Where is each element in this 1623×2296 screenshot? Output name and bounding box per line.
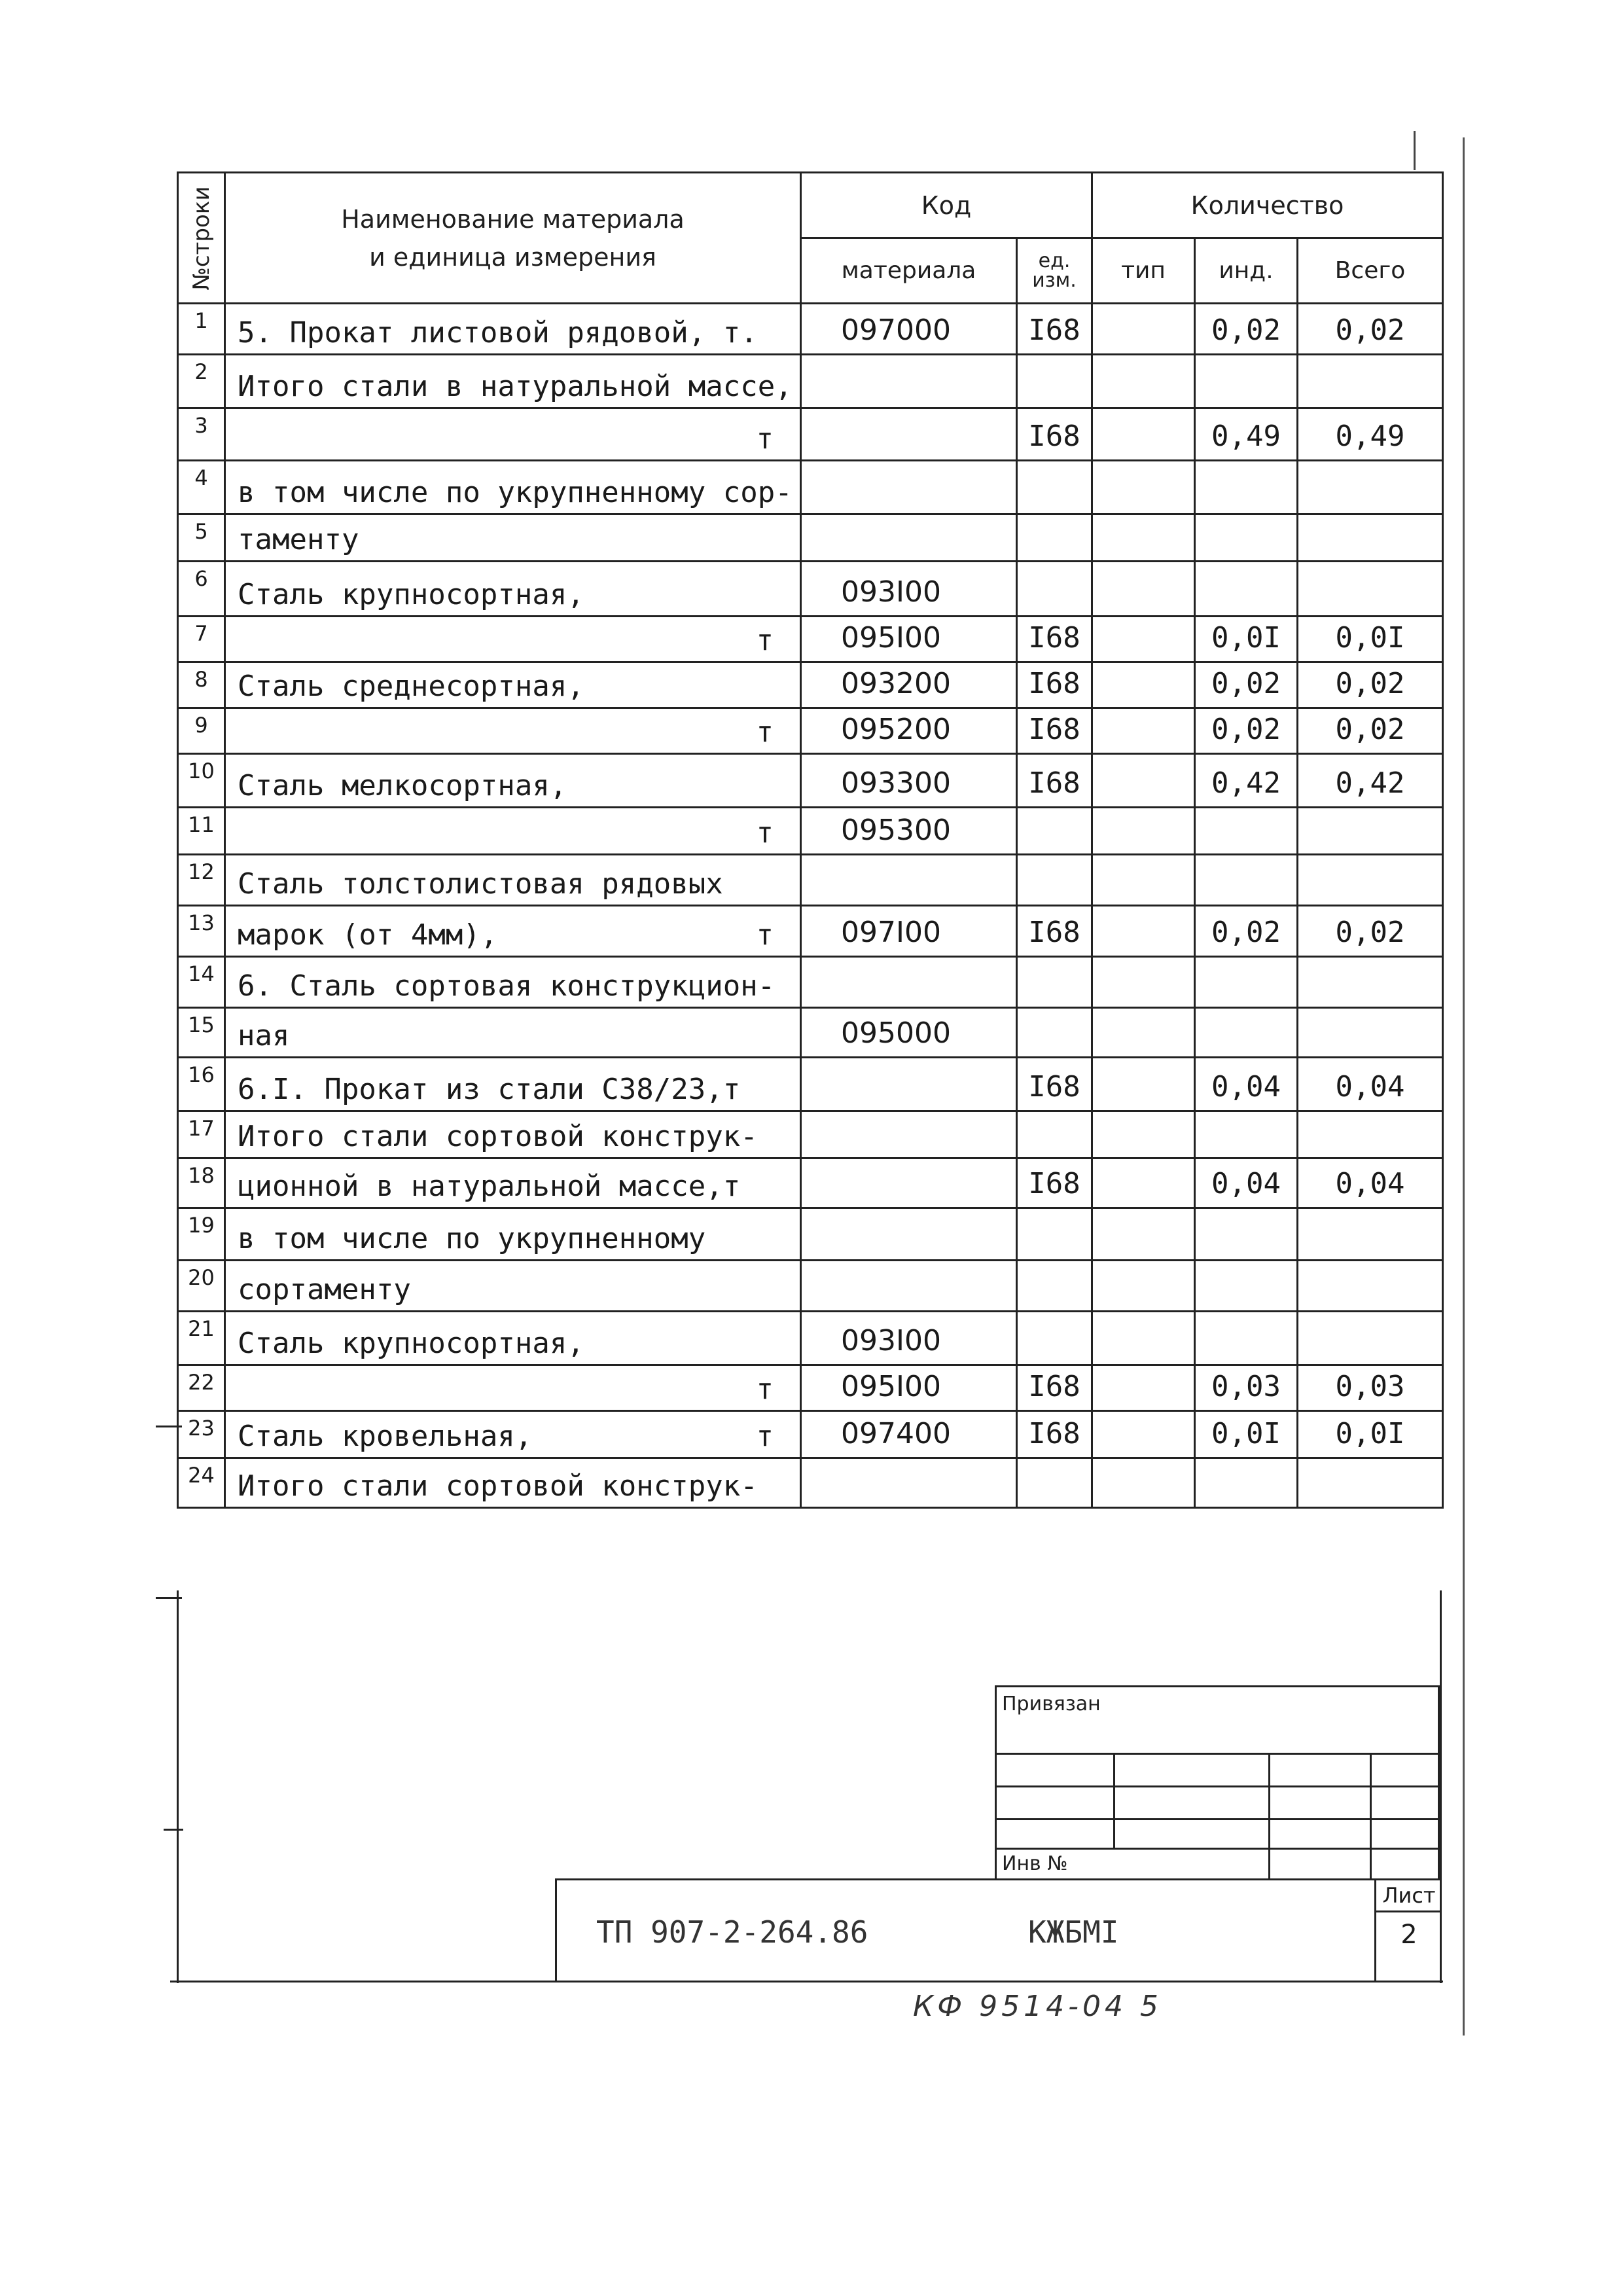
ind-value [1195,514,1298,562]
material-name [225,1111,801,1158]
material-code-header: материала [801,238,1017,304]
type-value [1092,304,1195,355]
row-number: 22 [178,1365,225,1411]
material-code: 095I00 [801,1365,1017,1411]
material-name-text: Итого стали в натуральной массе, [238,370,793,403]
unit-code [1017,808,1092,855]
row-number: 2 [178,355,225,408]
unit-code: I68 [1017,1058,1092,1111]
material-name-text: Сталь толстолистовая рядовых [238,867,723,901]
ind-value: 0,04 [1195,1158,1298,1208]
corner-mark [1414,131,1416,170]
material-name [225,957,801,1008]
stamp-divider [1113,1753,1115,1848]
total-value: 0,0I [1298,617,1443,662]
material-name [225,355,801,408]
material-name [225,1411,801,1458]
total-value: 0,02 [1298,708,1443,754]
material-name-text: Итого стали сортовой конструк- [238,1120,758,1153]
unit-code [1017,855,1092,906]
row-number: 9 [178,708,225,754]
material-name-text: 5. Прокат листовой рядовой, т. [238,316,758,350]
ind-value: 0,02 [1195,304,1298,355]
table-row [178,754,1443,808]
ind-value [1195,355,1298,408]
total-value [1298,461,1443,514]
material-code: 093300 [801,754,1017,808]
ind-value: 0,0I [1195,617,1298,662]
row-number-header: №строки [178,173,225,304]
material-code [801,957,1017,1008]
row-number: 19 [178,1208,225,1261]
total-value [1298,514,1443,562]
ind-value [1195,957,1298,1008]
material-name [225,855,801,906]
row-number: 21 [178,1312,225,1365]
archive-number: КФ 9514-04 5 [913,1990,1162,2023]
unit-text: т [756,422,774,456]
material-code [801,1458,1017,1508]
type-value [1092,1058,1195,1111]
material-code: 095I00 [801,617,1017,662]
total-value [1298,1458,1443,1508]
material-name-header-line1: Наименование материала [341,204,685,234]
total-value: 0,02 [1298,662,1443,708]
material-name [225,304,801,355]
table-row [178,408,1443,461]
material-name [225,1261,801,1312]
unit-code: I68 [1017,708,1092,754]
ind-value [1195,1458,1298,1508]
ind-value: 0,42 [1195,754,1298,808]
row-number: 13 [178,906,225,957]
stamp-line [997,1753,1442,1755]
table-row [178,906,1443,957]
material-name [225,1208,801,1261]
material-name-text: Сталь крупносортная, [238,1327,584,1360]
total-value: 0,02 [1298,906,1443,957]
document-designation: ТП 907-2-264.86 [596,1914,868,1950]
material-name [225,1365,801,1411]
unit-text: т [756,1372,774,1406]
ind-value [1195,1261,1298,1312]
row-number: 16 [178,1058,225,1111]
material-code: 093200 [801,662,1017,708]
quantity-header: Количество [1092,173,1443,238]
unit-header [1017,238,1092,304]
material-name [225,1312,801,1365]
table-row [178,1365,1443,1411]
total-value [1298,855,1443,906]
total-value [1298,1312,1443,1365]
type-value [1092,461,1195,514]
ind-value: 0,02 [1195,906,1298,957]
material-name [225,754,801,808]
ind-value [1195,562,1298,617]
row-number: 18 [178,1158,225,1208]
ind-value: 0,49 [1195,408,1298,461]
ind-value [1195,855,1298,906]
material-code [801,1058,1017,1111]
unit-code [1017,1312,1092,1365]
material-name-text: сортаменту [238,1273,411,1306]
material-code [801,408,1017,461]
material-name [225,1058,801,1111]
type-value [1092,754,1195,808]
type-value [1092,1208,1195,1261]
material-code [801,355,1017,408]
material-name [225,617,801,662]
unit-code [1017,355,1092,408]
unit-header-line1: ед. [1038,249,1071,272]
unit-code [1017,562,1092,617]
material-code [801,514,1017,562]
total-value: 0,49 [1298,408,1443,461]
material-name-text: таменту [238,523,359,556]
ind-value [1195,1111,1298,1158]
material-code: 097000 [801,304,1017,355]
material-name [225,906,801,957]
unit-code: I68 [1017,662,1092,708]
table-row [178,514,1443,562]
ind-value: 0,02 [1195,708,1298,754]
total-header: Всего [1298,238,1443,304]
table-row [178,1008,1443,1058]
unit-code: I68 [1017,1158,1092,1208]
unit-text: т [756,715,774,749]
stamp-line [997,1785,1442,1787]
material-name [225,1158,801,1208]
stamp-line [997,1848,1442,1850]
unit-code: I68 [1017,1411,1092,1458]
material-name-text: ционной в натуральной массе,т [238,1170,741,1203]
attached-label: Привязан [1002,1693,1101,1715]
row-number: 8 [178,662,225,708]
total-value [1298,355,1443,408]
ind-value: 0,0I [1195,1411,1298,1458]
total-value [1298,1111,1443,1158]
material-name [225,808,801,855]
material-name-text: Сталь кровельная, [238,1420,533,1453]
material-code [801,1111,1017,1158]
type-value [1092,1158,1195,1208]
type-value [1092,514,1195,562]
material-code: 095300 [801,808,1017,855]
table-row [178,957,1443,1008]
ind-value [1195,1008,1298,1058]
row-number: 6 [178,562,225,617]
material-code: 097I00 [801,906,1017,957]
binding-line [1463,137,1465,2036]
unit-code [1017,957,1092,1008]
row-number: 15 [178,1008,225,1058]
type-value [1092,408,1195,461]
unit-text: т [756,624,774,657]
sheet-label: Лист [1376,1880,1442,1912]
total-value [1298,1261,1443,1312]
material-name-text: ная [238,1019,290,1052]
type-value [1092,906,1195,957]
material-name-text: Итого стали сортовой конструк- [238,1469,758,1503]
type-value [1092,855,1195,906]
inv-no-label: Инв № [1002,1852,1068,1875]
unit-code [1017,1458,1092,1508]
unit-code: I68 [1017,617,1092,662]
unit-text: т [756,1420,774,1453]
total-value [1298,1208,1443,1261]
row-number: 17 [178,1111,225,1158]
total-value [1298,808,1443,855]
material-name-header [225,173,801,304]
title-block [555,1878,1442,1982]
material-code: 097400 [801,1411,1017,1458]
table-row [178,355,1443,408]
material-name [225,408,801,461]
table-row [178,304,1443,355]
material-code: 095000 [801,1008,1017,1058]
type-value [1092,808,1195,855]
unit-code [1017,514,1092,562]
table-row [178,461,1443,514]
stamp-divider [1370,1753,1372,1880]
material-name-header-line2: и единица измерения [369,242,656,272]
material-code [801,461,1017,514]
unit-code [1017,461,1092,514]
material-name [225,461,801,514]
material-name-text: Сталь крупносортная, [238,578,584,611]
material-code: 095200 [801,708,1017,754]
material-name [225,662,801,708]
total-value: 0,02 [1298,304,1443,355]
table-row [178,708,1443,754]
row-number: 24 [178,1458,225,1508]
sheet-number: 2 [1400,1920,1418,1950]
total-value [1298,957,1443,1008]
table-row [178,1158,1443,1208]
unit-code: I68 [1017,1365,1092,1411]
row-number: 23 [178,1411,225,1458]
unit-code [1017,1208,1092,1261]
table-row [178,855,1443,906]
total-value [1298,1008,1443,1058]
row-number: 10 [178,754,225,808]
table-row [178,1411,1443,1458]
table-row [178,1261,1443,1312]
type-value [1092,662,1195,708]
table-row [178,1312,1443,1365]
table-row [178,1458,1443,1508]
type-value [1092,1411,1195,1458]
type-value [1092,957,1195,1008]
stamp-line [997,1818,1442,1820]
ind-header: инд. [1195,238,1298,304]
code-header: Код [801,173,1092,238]
material-code: 093I00 [801,1312,1017,1365]
margin-tick [156,1426,182,1427]
total-value: 0,03 [1298,1365,1443,1411]
total-value: 0,04 [1298,1058,1443,1111]
material-code [801,1158,1017,1208]
row-number: 14 [178,957,225,1008]
total-value [1298,562,1443,617]
material-name-text: в том числе по укрупненному сор- [238,476,793,509]
table-row [178,662,1443,708]
sheet-box [1374,1880,1442,1982]
unit-code [1017,1008,1092,1058]
material-code [801,1261,1017,1312]
ind-value: 0,04 [1195,1058,1298,1111]
total-value: 0,42 [1298,754,1443,808]
ind-value: 0,02 [1195,662,1298,708]
material-name-text: Сталь мелкосортная, [238,769,567,802]
row-number: 20 [178,1261,225,1312]
row-number: 5 [178,514,225,562]
row-number: 11 [178,808,225,855]
type-value [1092,708,1195,754]
stamp-divider [1268,1753,1270,1880]
unit-text: т [756,816,774,850]
table-row [178,1111,1443,1158]
unit-text: т [756,918,774,952]
materials-table [177,171,1444,1509]
material-name-text: в том числе по укрупненному [238,1222,706,1255]
unit-code [1017,1261,1092,1312]
ind-value [1195,1312,1298,1365]
ind-value [1195,1208,1298,1261]
type-header: тип [1092,238,1195,304]
unit-header-line2: изм. [1032,268,1077,292]
material-code [801,1208,1017,1261]
frame-left-line [177,1590,179,1983]
type-value [1092,1312,1195,1365]
row-number: 3 [178,408,225,461]
table-row [178,1208,1443,1261]
type-value [1092,1458,1195,1508]
table-row [178,1058,1443,1111]
total-value: 0,0I [1298,1411,1443,1458]
table-row [178,617,1443,662]
unit-code [1017,1111,1092,1158]
ind-value: 0,03 [1195,1365,1298,1411]
ind-value [1195,461,1298,514]
row-number: 1 [178,304,225,355]
row-number: 4 [178,461,225,514]
unit-code: I68 [1017,408,1092,461]
unit-code: I68 [1017,304,1092,355]
type-value [1092,1261,1195,1312]
material-name [225,708,801,754]
material-name-text: 6.I. Прокат из стали С38/23,т [238,1073,741,1106]
table-body [178,304,1443,1508]
table-row [178,562,1443,617]
material-name-text: 6. Сталь сортовая конструкцион- [238,969,776,1003]
attachment-stamp [995,1685,1440,1880]
type-value [1092,355,1195,408]
unit-code: I68 [1017,754,1092,808]
type-value [1092,1111,1195,1158]
unit-code: I68 [1017,906,1092,957]
material-name [225,1008,801,1058]
row-number: 7 [178,617,225,662]
type-value [1092,1365,1195,1411]
section-code: КЖБМI [1028,1914,1119,1950]
type-value [1092,617,1195,662]
margin-tick [164,1829,183,1831]
material-code: 093I00 [801,562,1017,617]
type-value [1092,1008,1195,1058]
material-name [225,1458,801,1508]
material-name-text: Сталь среднесортная, [238,670,584,703]
material-code [801,855,1017,906]
material-name [225,562,801,617]
material-name [225,514,801,562]
table-row [178,808,1443,855]
total-value: 0,04 [1298,1158,1443,1208]
ind-value [1195,808,1298,855]
material-name-text: марок (от 4мм), [238,918,498,952]
type-value [1092,562,1195,617]
row-number: 12 [178,855,225,906]
